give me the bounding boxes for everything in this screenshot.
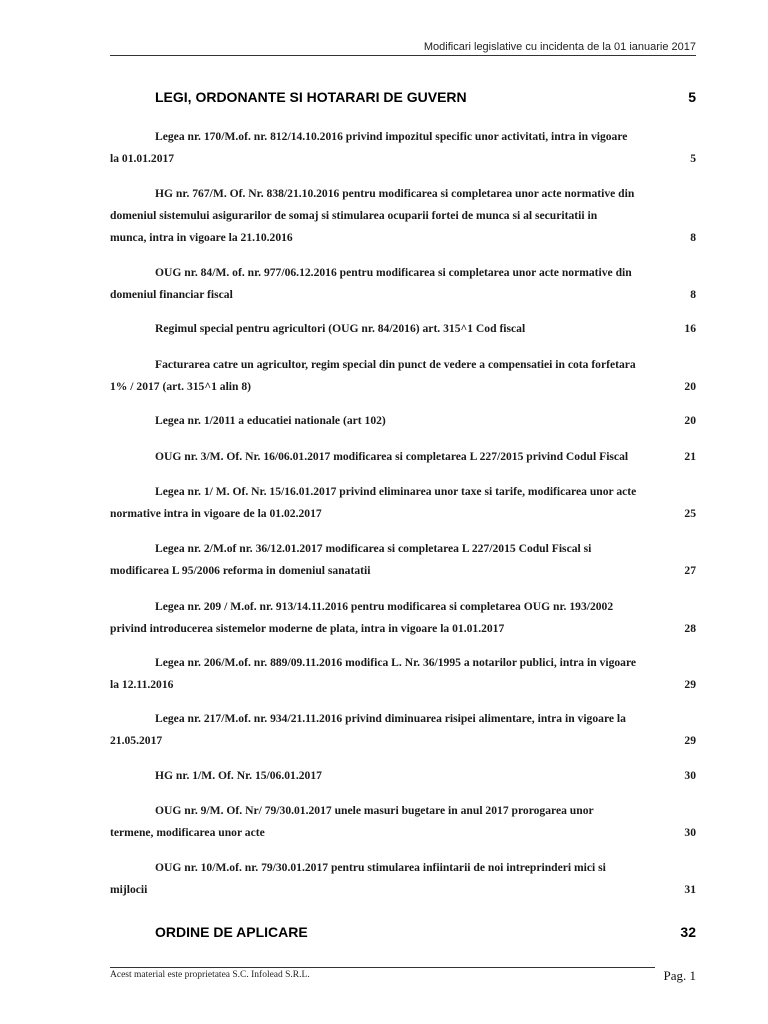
entry-text: Legea nr. 217/M.of. nr. 934/21.11.2016 privind diminuarea risipei alimentare, intra in vigoare la [155,712,626,725]
toc-entry-line [110,354,696,376]
toc-entry-line [110,800,696,822]
entry-text: Legea nr. 206/M.of. nr. 889/09.11.2016 modifica L. Nr. 36/1995 a notarilor publici, intra in vigoare [155,656,637,669]
toc-entry[interactable] [110,446,696,468]
entry-page: 29 [684,734,696,747]
entry-page: 8 [690,231,696,244]
entry-page: 29 [684,678,696,691]
entry-text: termene, modificarea unor acte [110,826,265,839]
entry-page: 31 [684,883,696,896]
toc-entry-line [110,765,696,787]
toc-entry[interactable] [110,538,696,582]
toc-entry-line [110,503,696,525]
entry-page: 27 [684,564,696,577]
entry-page: 30 [684,769,696,782]
entry-page: 21 [684,450,696,463]
entry-page: 30 [684,826,696,839]
toc-entry-line [110,708,696,730]
page-number: Pag. 1 [663,968,696,983]
entry-text: 1% / 2017 (art. 315^1 alin 8) [110,380,252,393]
toc-entry-line [110,205,696,227]
entry-text: Legea nr. 170/M.of. nr. 812/14.10.2016 privind impozitul specific unor activitati, intra in vigoare [155,130,628,143]
section-page: 5 [688,89,696,105]
toc-entry-line [110,879,696,901]
toc-entry-line [110,446,696,468]
toc-entry[interactable] [110,354,696,398]
entry-text: HG nr. 1/M. Of. Nr. 15/06.01.2017 [155,769,322,782]
toc-entry[interactable] [110,262,696,306]
toc-entry[interactable] [110,708,696,752]
entry-text: Regimul special pentru agricultori (OUG nr. 84/2016) art. 315^1 Cod fiscal [155,322,526,335]
footer-rule [110,967,655,968]
entry-text: OUG nr. 3/M. Of. Nr. 16/06.01.2017 modificarea si completarea L 227/2015 privind Codul Fiscal [155,450,629,463]
toc-entry[interactable] [110,126,696,170]
toc-entry[interactable] [110,765,696,787]
toc-entry-line [110,618,696,640]
entry-text: domeniul financiar fiscal [110,288,233,301]
toc-entry-line [110,183,696,205]
toc-entry-line [110,481,696,503]
entry-text: Legea nr. 209 / M.of. nr. 913/14.11.2016 pentru modificarea si completarea OUG nr. 193/2002 [155,600,614,613]
section-page: 32 [680,924,696,940]
entry-text: la 01.01.2017 [110,152,175,165]
entry-page: 25 [684,507,696,520]
toc-entry-line [110,126,696,148]
toc-section-heading[interactable] [155,924,696,940]
entry-text: Facturarea catre un agricultor, regim special din punct de vedere a compensatiei in cota forfetara [155,358,636,371]
running-header: Modificari legislative cu incidenta de la 01 ianuarie 2017 [423,41,696,53]
toc-entry-line [110,538,696,560]
toc-entry-line [110,284,696,306]
entry-text: OUG nr. 10/M.of. nr. 79/30.01.2017 pentru stimularea infiintarii de noi intreprinderi mici si [155,861,606,874]
entry-text: munca, intra in vigoare la 21.10.2016 [110,231,293,244]
entry-text: normative intra in vigoare de la 01.02.2017 [110,507,322,520]
toc-entry[interactable] [110,596,696,640]
toc-entry[interactable] [110,652,696,696]
entry-page: 28 [684,622,696,635]
toc-entry[interactable] [110,183,696,249]
entry-page: 8 [690,288,696,301]
entry-page: 20 [684,380,696,393]
entry-text: 21.05.2017 [110,734,163,747]
toc-entry-line [110,674,696,696]
footer-copyright: Acest material este proprietatea S.C. Infolead S.R.L. [110,970,310,980]
entry-text: Legea nr. 1/2011 a educatiei nationale (art 102) [155,414,386,427]
entry-page: 5 [690,152,696,165]
entry-text: domeniul sistemului asigurarilor de somaj si stimularea ocuparii fortei de munca si al securitatii in [110,209,598,222]
section-title: ORDINE DE APLICARE [155,924,308,940]
toc-entry-line [110,857,696,879]
entry-text: Legea nr. 1/ M. Of. Nr. 15/16.01.2017 privind eliminarea unor taxe si tarife, modificarea unor acte [155,485,637,498]
toc-entry-line [110,148,696,170]
toc-entry[interactable] [110,857,696,901]
entry-text: Legea nr. 2/M.of nr. 36/12.01.2017 modificarea si completarea L 227/2015 Codul Fiscal si [155,542,592,555]
entry-text: privind introducerea sistemelor moderne de plata, intra in vigoare la 01.01.2017 [110,622,505,635]
entry-text: OUG nr. 9/M. Of. Nr/ 79/30.01.2017 unele masuri bugetare in anul 2017 prorogarea unor [155,804,594,817]
toc-entry[interactable] [110,481,696,525]
toc-entry-line [110,560,696,582]
toc-entry-line [110,730,696,752]
toc-entry-line [110,376,696,398]
entry-text: HG nr. 767/M. Of. Nr. 838/21.10.2016 pentru modificarea si completarea unor acte normative din [155,187,635,200]
toc-entry[interactable] [110,318,696,340]
entry-page: 16 [684,322,696,335]
entry-page: 20 [684,414,696,427]
entry-text: modificarea L 95/2006 reforma in domeniul sanatatii [110,564,371,577]
toc-entry[interactable] [110,410,696,432]
toc-entry-line [110,596,696,618]
toc-entry-line [110,410,696,432]
toc-entry-line [110,822,696,844]
toc-entry-line [110,652,696,674]
toc-entry-line [110,262,696,284]
section-title: LEGI, ORDONANTE SI HOTARARI DE GUVERN [155,89,467,105]
entry-text: mijlocii [110,883,148,896]
toc-entry-line [110,318,696,340]
toc-entry-line [110,227,696,249]
entry-text: la 12.11.2016 [110,678,174,691]
toc-entry[interactable] [110,800,696,844]
toc-section-heading[interactable] [155,89,696,105]
header-rule [110,55,696,56]
entry-text: OUG nr. 84/M. of. nr. 977/06.12.2016 pentru modificarea si completarea unor acte normative din [155,266,632,279]
